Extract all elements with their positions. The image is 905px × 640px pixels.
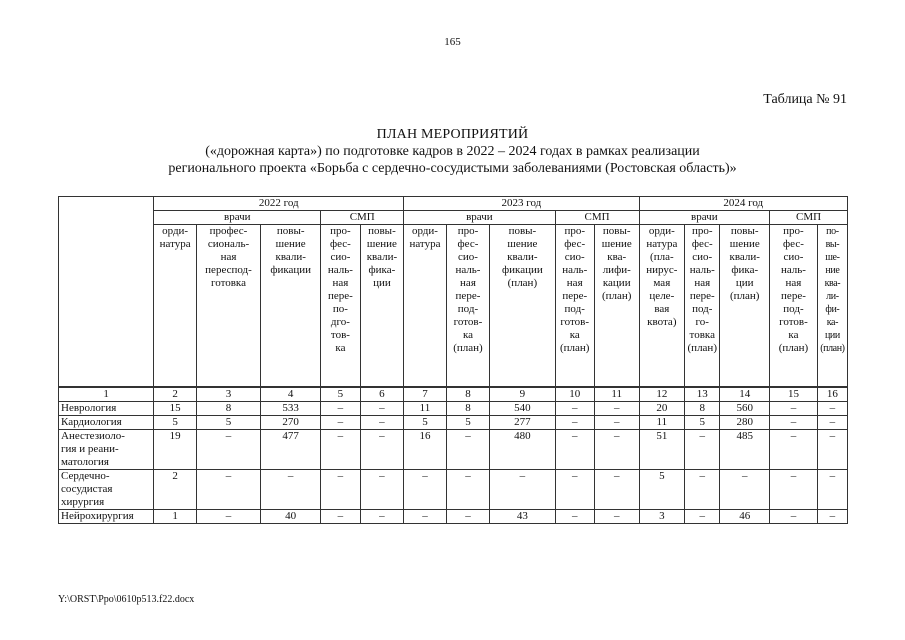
column-header: по- вы- ше- ние ква- ли- фи- ка- ции (план) <box>817 225 847 388</box>
column-number-cell: 7 <box>404 387 447 402</box>
column-header: орди- натура <box>404 225 447 388</box>
value-cell: – <box>360 470 404 510</box>
value-cell: 8 <box>446 402 490 416</box>
plan-table <box>58 196 848 524</box>
value-cell: 11 <box>404 402 447 416</box>
column-header: про- фес- сио- наль- ная пере- под- готов- ка (план) <box>446 225 490 388</box>
column-number-cell: 9 <box>490 387 555 402</box>
column-header: повы- шение квали- фикации (план) <box>490 225 555 388</box>
group-header-doctors-3: врачи <box>639 211 770 225</box>
value-cell: – <box>404 470 447 510</box>
table-row <box>59 416 848 430</box>
column-header: повы- шение квали- фикации <box>261 225 321 388</box>
table-row <box>59 430 848 470</box>
value-cell: – <box>817 402 847 416</box>
value-cell: 560 <box>720 402 770 416</box>
value-cell: 280 <box>720 416 770 430</box>
value-cell: 270 <box>261 416 321 430</box>
value-cell: 5 <box>446 416 490 430</box>
value-cell: 5 <box>685 416 720 430</box>
value-cell: – <box>817 470 847 510</box>
value-cell: – <box>770 402 818 416</box>
year-header-1: 2022 год <box>154 197 404 211</box>
column-number-cell: 14 <box>720 387 770 402</box>
column-number-cell: 4 <box>261 387 321 402</box>
group-header-doctors-1: врачи <box>154 211 321 225</box>
header-corner-cell <box>59 197 154 388</box>
value-cell: – <box>360 416 404 430</box>
value-cell: 5 <box>404 416 447 430</box>
value-cell: – <box>196 510 260 524</box>
specialty-name-cell: Кардиология <box>59 416 154 430</box>
table-row <box>59 510 848 524</box>
value-cell: – <box>817 510 847 524</box>
value-cell: – <box>446 430 490 470</box>
value-cell: – <box>555 416 594 430</box>
value-cell: 477 <box>261 430 321 470</box>
value-cell: – <box>770 470 818 510</box>
value-cell: 20 <box>639 402 685 416</box>
column-header: орди- натура <box>154 225 197 388</box>
value-cell: – <box>720 470 770 510</box>
year-header-3: 2024 год <box>639 197 847 211</box>
document-title <box>0 126 905 177</box>
specialty-name-cell: Анестезиоло- гия и реани- матология <box>59 430 154 470</box>
value-cell: 277 <box>490 416 555 430</box>
value-cell: – <box>321 430 360 470</box>
value-cell: 8 <box>196 402 260 416</box>
value-cell: – <box>685 430 720 470</box>
column-header: про- фес- сио- наль- ная пере- под- готов- ка (план) <box>770 225 818 388</box>
value-cell: – <box>594 470 639 510</box>
value-cell: 5 <box>639 470 685 510</box>
specialty-name-cell: Неврология <box>59 402 154 416</box>
value-cell: – <box>360 402 404 416</box>
value-cell: – <box>594 510 639 524</box>
value-cell: – <box>685 510 720 524</box>
value-cell: – <box>594 402 639 416</box>
value-cell: 2 <box>154 470 197 510</box>
value-cell: 5 <box>196 416 260 430</box>
value-cell: – <box>196 470 260 510</box>
value-cell: 46 <box>720 510 770 524</box>
specialty-name-cell: Нейрохирургия <box>59 510 154 524</box>
column-number-cell: 1 <box>59 387 154 402</box>
column-number-cell: 11 <box>594 387 639 402</box>
title-line-2: («дорожная карта») по подготовке кадров в 2022 – 2024 годах в рамках реализации <box>205 144 700 159</box>
value-cell: – <box>360 510 404 524</box>
group-header-doctors-2: врачи <box>404 211 555 225</box>
value-cell: 533 <box>261 402 321 416</box>
value-cell: – <box>770 416 818 430</box>
value-cell: – <box>770 510 818 524</box>
value-cell: 40 <box>261 510 321 524</box>
column-number-cell: 3 <box>196 387 260 402</box>
table-row <box>59 470 848 510</box>
value-cell: – <box>321 402 360 416</box>
column-number-cell: 12 <box>639 387 685 402</box>
title-line-3: регионального проекта «Борьба с сердечно-сосудистыми заболеваниями (Ростовская область)» <box>168 161 737 176</box>
value-cell: – <box>360 430 404 470</box>
column-number-cell: 5 <box>321 387 360 402</box>
column-number-cell: 8 <box>446 387 490 402</box>
value-cell: 51 <box>639 430 685 470</box>
value-cell: – <box>446 510 490 524</box>
column-number-cell: 6 <box>360 387 404 402</box>
value-cell: 8 <box>685 402 720 416</box>
value-cell: – <box>555 430 594 470</box>
value-cell: – <box>594 416 639 430</box>
value-cell: 5 <box>154 416 197 430</box>
value-cell: – <box>770 430 818 470</box>
column-header: про- фес- сио- наль- ная пере- под- го- товка (план) <box>685 225 720 388</box>
value-cell: 480 <box>490 430 555 470</box>
value-cell: – <box>490 470 555 510</box>
value-cell: – <box>817 430 847 470</box>
value-cell: – <box>555 402 594 416</box>
group-header-smp-3: СМП <box>770 211 848 225</box>
column-number-cell: 16 <box>817 387 847 402</box>
value-cell: – <box>404 510 447 524</box>
column-header: профес- сиональ- ная переспод- готовка <box>196 225 260 388</box>
value-cell: – <box>555 470 594 510</box>
value-cell: – <box>555 510 594 524</box>
value-cell: – <box>685 470 720 510</box>
group-header-smp-1: СМП <box>321 211 404 225</box>
file-path-footer: Y:\ORST\Ppo\0610p513.f22.docx <box>58 594 195 605</box>
column-number-cell: 2 <box>154 387 197 402</box>
value-cell: 43 <box>490 510 555 524</box>
value-cell: – <box>321 416 360 430</box>
column-number-cell: 10 <box>555 387 594 402</box>
value-cell: – <box>321 510 360 524</box>
value-cell: 11 <box>639 416 685 430</box>
value-cell: 3 <box>639 510 685 524</box>
value-cell: – <box>594 430 639 470</box>
column-header: орди- натура (пла- нирус- мая целе- вая квота) <box>639 225 685 388</box>
value-cell: – <box>446 470 490 510</box>
value-cell: 540 <box>490 402 555 416</box>
group-header-smp-2: СМП <box>555 211 639 225</box>
column-header: про- фес- сио- наль- ная пере- под- готов- ка (план) <box>555 225 594 388</box>
value-cell: – <box>261 470 321 510</box>
column-header: про- фес- сио- наль- ная пере- по- дго- тов- ка <box>321 225 360 388</box>
value-cell: – <box>196 430 260 470</box>
value-cell: 485 <box>720 430 770 470</box>
value-cell: 1 <box>154 510 197 524</box>
column-header: повы- шение ква- лифи- кации (план) <box>594 225 639 388</box>
page-number: 165 <box>444 36 461 48</box>
year-header-2: 2023 год <box>404 197 639 211</box>
table-number: Таблица № 91 <box>763 92 847 107</box>
column-header: повы- шение квали- фика- ции <box>360 225 404 388</box>
value-cell: – <box>321 470 360 510</box>
column-number-cell: 13 <box>685 387 720 402</box>
specialty-name-cell: Сердечно- сосудистая хирургия <box>59 470 154 510</box>
column-number-cell: 15 <box>770 387 818 402</box>
title-line-1: ПЛАН МЕРОПРИЯТИЙ <box>376 127 529 142</box>
table-row <box>59 402 848 416</box>
value-cell: 19 <box>154 430 197 470</box>
column-header: повы- шение квали- фика- ции (план) <box>720 225 770 388</box>
value-cell: 15 <box>154 402 197 416</box>
value-cell: 16 <box>404 430 447 470</box>
value-cell: – <box>817 416 847 430</box>
